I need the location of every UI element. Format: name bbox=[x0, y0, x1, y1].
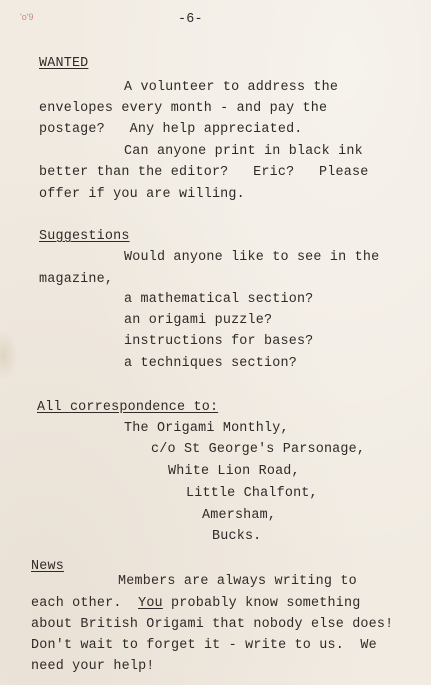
news-heading: News bbox=[31, 559, 64, 574]
wanted-line: better than the editor? Eric? Please bbox=[39, 165, 369, 180]
news-line: Don't wait to forget it - write to us. We bbox=[31, 638, 377, 653]
paper-stain bbox=[0, 330, 18, 380]
suggestions-item: instructions for bases? bbox=[124, 334, 314, 349]
address-line: White Lion Road, bbox=[168, 464, 300, 479]
news-line-end: probably know something bbox=[162, 596, 361, 611]
address-line: Little Chalfont, bbox=[186, 486, 318, 501]
news-line bbox=[31, 596, 360, 612]
suggestions-item: an origami puzzle? bbox=[124, 313, 273, 328]
wanted-line: Can anyone print in black ink bbox=[124, 144, 363, 159]
address-line: c/o St George's Parsonage, bbox=[151, 442, 366, 457]
wanted-heading: WANTED bbox=[39, 56, 89, 71]
page-number: -6- bbox=[178, 12, 203, 27]
suggestions-item: a mathematical section? bbox=[124, 292, 314, 307]
suggestions-item: a techniques section? bbox=[124, 356, 297, 371]
suggestions-heading: Suggestions bbox=[39, 229, 130, 244]
news-line: need your help! bbox=[31, 659, 155, 674]
wanted-line: offer if you are willing. bbox=[39, 187, 245, 202]
address-line: The Origami Monthly, bbox=[124, 421, 289, 436]
correspondence-heading: All correspondence to: bbox=[37, 400, 219, 415]
news-emphasis-you: You bbox=[138, 596, 163, 611]
corner-mark: 'o'9 bbox=[20, 12, 34, 22]
news-line-start: each other. bbox=[31, 596, 139, 611]
wanted-line: postage? Any help appreciated. bbox=[39, 122, 303, 137]
wanted-line: A volunteer to address the bbox=[124, 80, 339, 95]
wanted-line: envelopes every month - and pay the bbox=[39, 101, 328, 116]
address-line: Bucks. bbox=[212, 529, 262, 544]
news-line: about British Origami that nobody else does! bbox=[31, 617, 394, 632]
news-line: Members are always writing to bbox=[118, 574, 357, 589]
suggestions-line: Would anyone like to see in the bbox=[124, 250, 380, 265]
address-line: Amersham, bbox=[202, 508, 277, 523]
suggestions-line: magazine, bbox=[39, 272, 114, 287]
